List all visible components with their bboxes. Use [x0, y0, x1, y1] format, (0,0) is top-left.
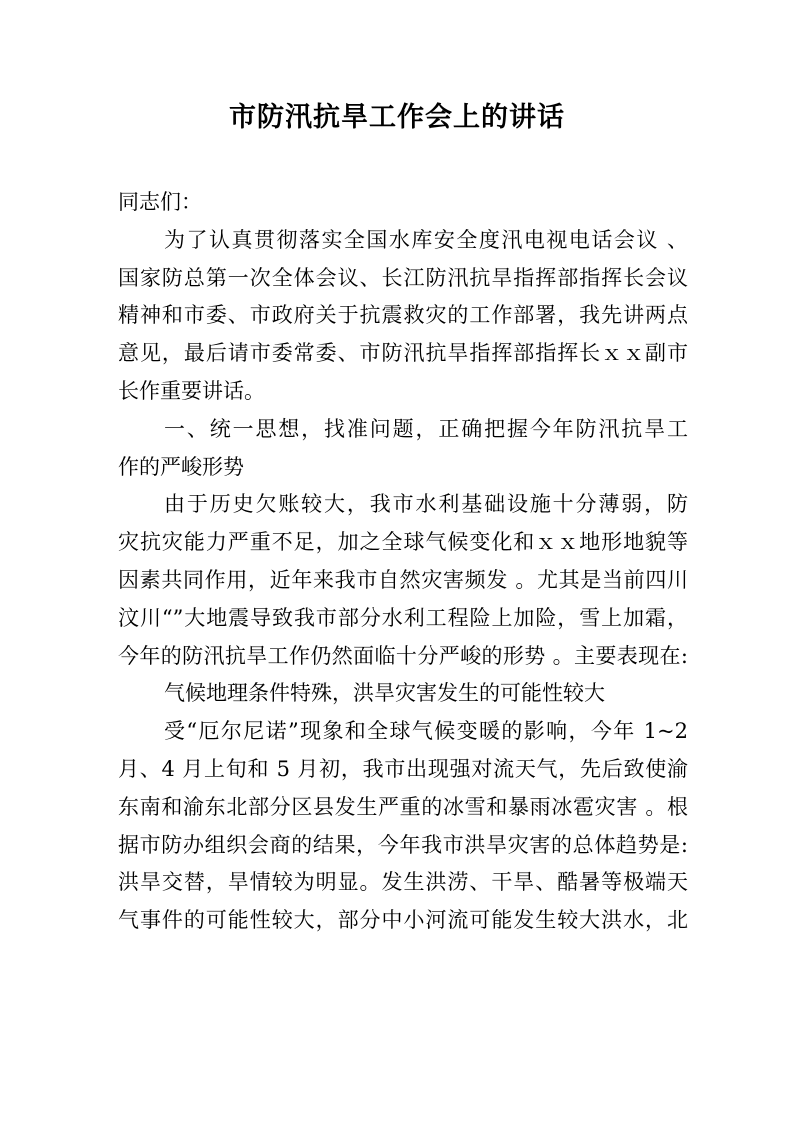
paragraph-line: 灾抗灾能力严重不足，加之全球气候变化和ｘｘ地形地貌等: [118, 530, 688, 555]
paragraph-line: 受“厄尔尼诺”现象和全球气候变暖的影响，今年 1~2: [164, 719, 688, 744]
salutation-line: 同志们：: [118, 190, 202, 214]
section-heading-line: 作的严峻形势: [118, 454, 244, 479]
subheading-line: 气候地理条件特殊，洪旱灾害发生的可能性较大: [164, 681, 605, 706]
paragraph-line: 长作重要讲话。: [118, 378, 265, 403]
paragraph-line: 月、4 月上旬和 5 月初，我市出现强对流天气，先后致使渝: [118, 756, 688, 781]
paragraph-line: 精神和市委、市政府关于抗震救灾的工作部署，我先讲两点: [118, 303, 688, 328]
paragraph-line: 国家防总第一次全体会议、长江防汛抗旱指挥部指挥长会议: [118, 265, 688, 290]
document-title: 市防汛抗旱工作会上的讲话: [229, 102, 565, 133]
section-heading-line: 一、统一思想，找准问题，正确把握今年防汛抗旱工: [164, 416, 688, 441]
paragraph-line: 由于历史欠账较大，我市水利基础设施十分薄弱，防: [164, 492, 688, 517]
paragraph-line: 今年的防汛抗旱工作仍然面临十分严峻的形势 。主要表现在:: [118, 643, 688, 668]
paragraph-line: 气事件的可能性较大，部分中小河流可能发生较大洪水，北: [118, 908, 688, 933]
paragraph-line: 洪旱交替，旱情较为明显。发生洪涝、干旱、酷暑等极端天: [118, 870, 688, 895]
paragraph-line: 为了认真贯彻落实全国水库安全度汛电视电话会议 、: [164, 227, 688, 252]
paragraph-line: 意见，最后请市委常委、市防汛抗旱指挥部指挥长ｘｘ副市: [118, 341, 688, 366]
paragraph-line: 据市防办组织会商的结果，今年我市洪旱灾害的总体趋势是:: [118, 832, 688, 857]
paragraph-line: 东南和渝东北部分区县发生严重的冰雪和暴雨冰雹灾害 。根: [118, 794, 688, 819]
paragraph-line: 汶川“”大地震导致我市部分水利工程险上加险，雪上加霜，: [118, 605, 688, 630]
document-body: [118, 184, 688, 940]
paragraph-line: 因素共同作用，近年来我市自然灾害频发 。尤其是当前四川: [118, 567, 688, 592]
